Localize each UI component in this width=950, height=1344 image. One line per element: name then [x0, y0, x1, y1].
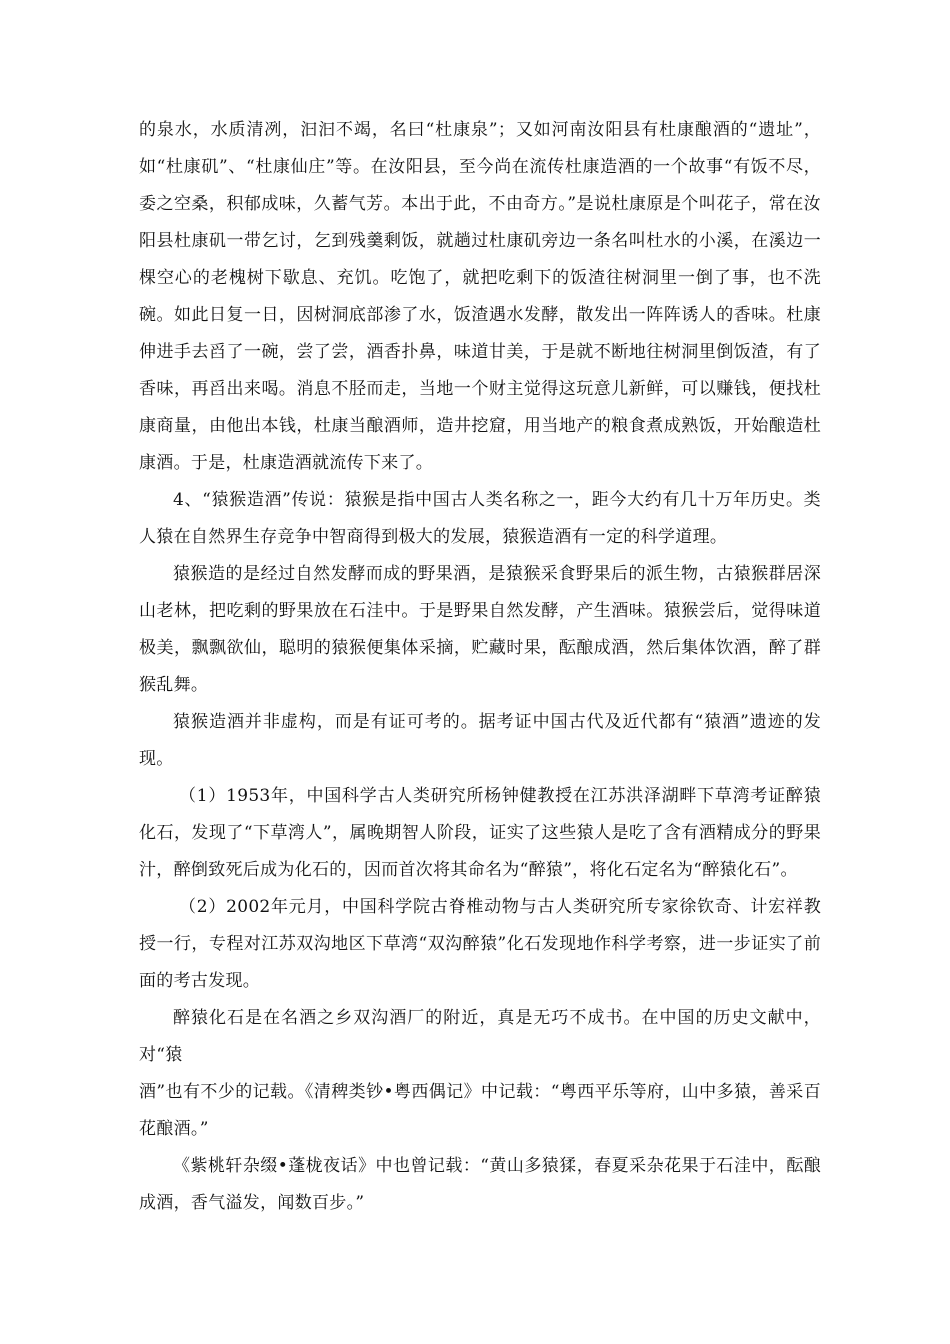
paragraph-dukang-spring: 的泉水，水质清冽，汩汩不竭，名曰“杜康泉”；又如河南汝阳县有杜康酿酒的“遗址”，如“杜康矶”、“杜康仙庄”等。在汝阳县，至今尚在流传杜康造酒的一个故事“有饭不尽，委之空桑，积郁成味，久蓄气芳。本出于此，不由奇方。”是说杜康原是个叫花子，常在汝阳县杜康矶一带乞讨，乞到残羹剩饭，就趟过杜康矶旁边一条名叫杜水的小溪，在溪边一棵空心的老槐树下歇息、充饥。吃饱了，就把吃剩下的饭渣往树洞里一倒了事，也不洗碗。如此日复一日，因树洞底部渗了水，饭渣遇水发酵，散发出一阵阵诱人的香味。杜康伸进手去舀了一碗，尝了尝，酒香扑鼻，味道甘美，于是就不断地往树洞里倒饭渣，有了香味，再舀出来喝。消息不胫而走，当地一个财主觉得这玩意儿新鲜，可以赚钱，便找杜康商量，由他出本钱，杜康当酿酒师，造井挖窟，用当地产的粮食煮成熟饭，开始酿造杜康酒。于是，杜康造酒就流传下来了。	[139, 120, 821, 473]
paragraph-natural-fermentation: 猿猴造的是经过自然发酵而成的野果酒，是猿猴采食野果后的派生物，古猿猴群居深山老林，把吃剩的野果放在石洼中。于是野果自然发酵，产生酒味。猿猴尝后，觉得味道极美，飘飘欲仙，聪明的猿猴便集体采摘，贮藏时果，酝酿成酒，然后集体饮酒，醉了群猴乱舞。	[139, 564, 821, 695]
paragraph-1953-finding: （1）1953年，中国科学古人类研究所杨钟健教授在江苏洪泽湖畔下草湾考证醉猿化石，发现了“下草湾人”，属晚期智人阶段，证实了这些猿人是吃了含有酒精成分的野果汁，醉倒致死后成为化石的，因而首次将其命名为“醉猿”，将化石定名为“醉猿化石”。	[139, 786, 821, 880]
paragraph-historical-records: 酒”也有不少的记载。《清稗类钞•粤西偶记》中记载：“粤西平乐等府，山中多猿，善采百花酿酒。”	[139, 1082, 821, 1139]
paragraph-zitaoxuan-quote: 《紫桃轩杂缀•蓬栊夜话》中也曾记载：“黄山多猿猱，春夏采杂花果于石洼中，酝酿成酒，香气溢发，闻数百步。”	[139, 1156, 821, 1213]
document-body	[139, 112, 821, 1222]
paragraph-monkey-wine-legend: 4、“猿猴造酒”传说：猿猴是指中国古人类名称之一，距今大约有几十万年历史。类人猿在自然界生存竞争中智商得到极大的发展，猿猴造酒有一定的科学道理。	[139, 490, 821, 547]
paragraph-drunk-ape-fossil-start: 醉猿化石是在名酒之乡双沟酒厂的附近，真是无巧不成书。在中国的历史文献中，对“猿	[139, 1008, 821, 1065]
paragraph-evidence-intro: 猿猴造酒并非虚构，而是有证可考的。据考证中国古代及近代都有“猿酒”遗迹的发现。	[139, 712, 821, 769]
paragraph-2002-survey: （2）2002年元月，中国科学院古脊椎动物与古人类研究所专家徐钦奇、计宏祥教授一行，专程对江苏双沟地区下草湾“双沟醉猿”化石发现地作科学考察，进一步证实了前面的考古发现。	[139, 897, 821, 991]
